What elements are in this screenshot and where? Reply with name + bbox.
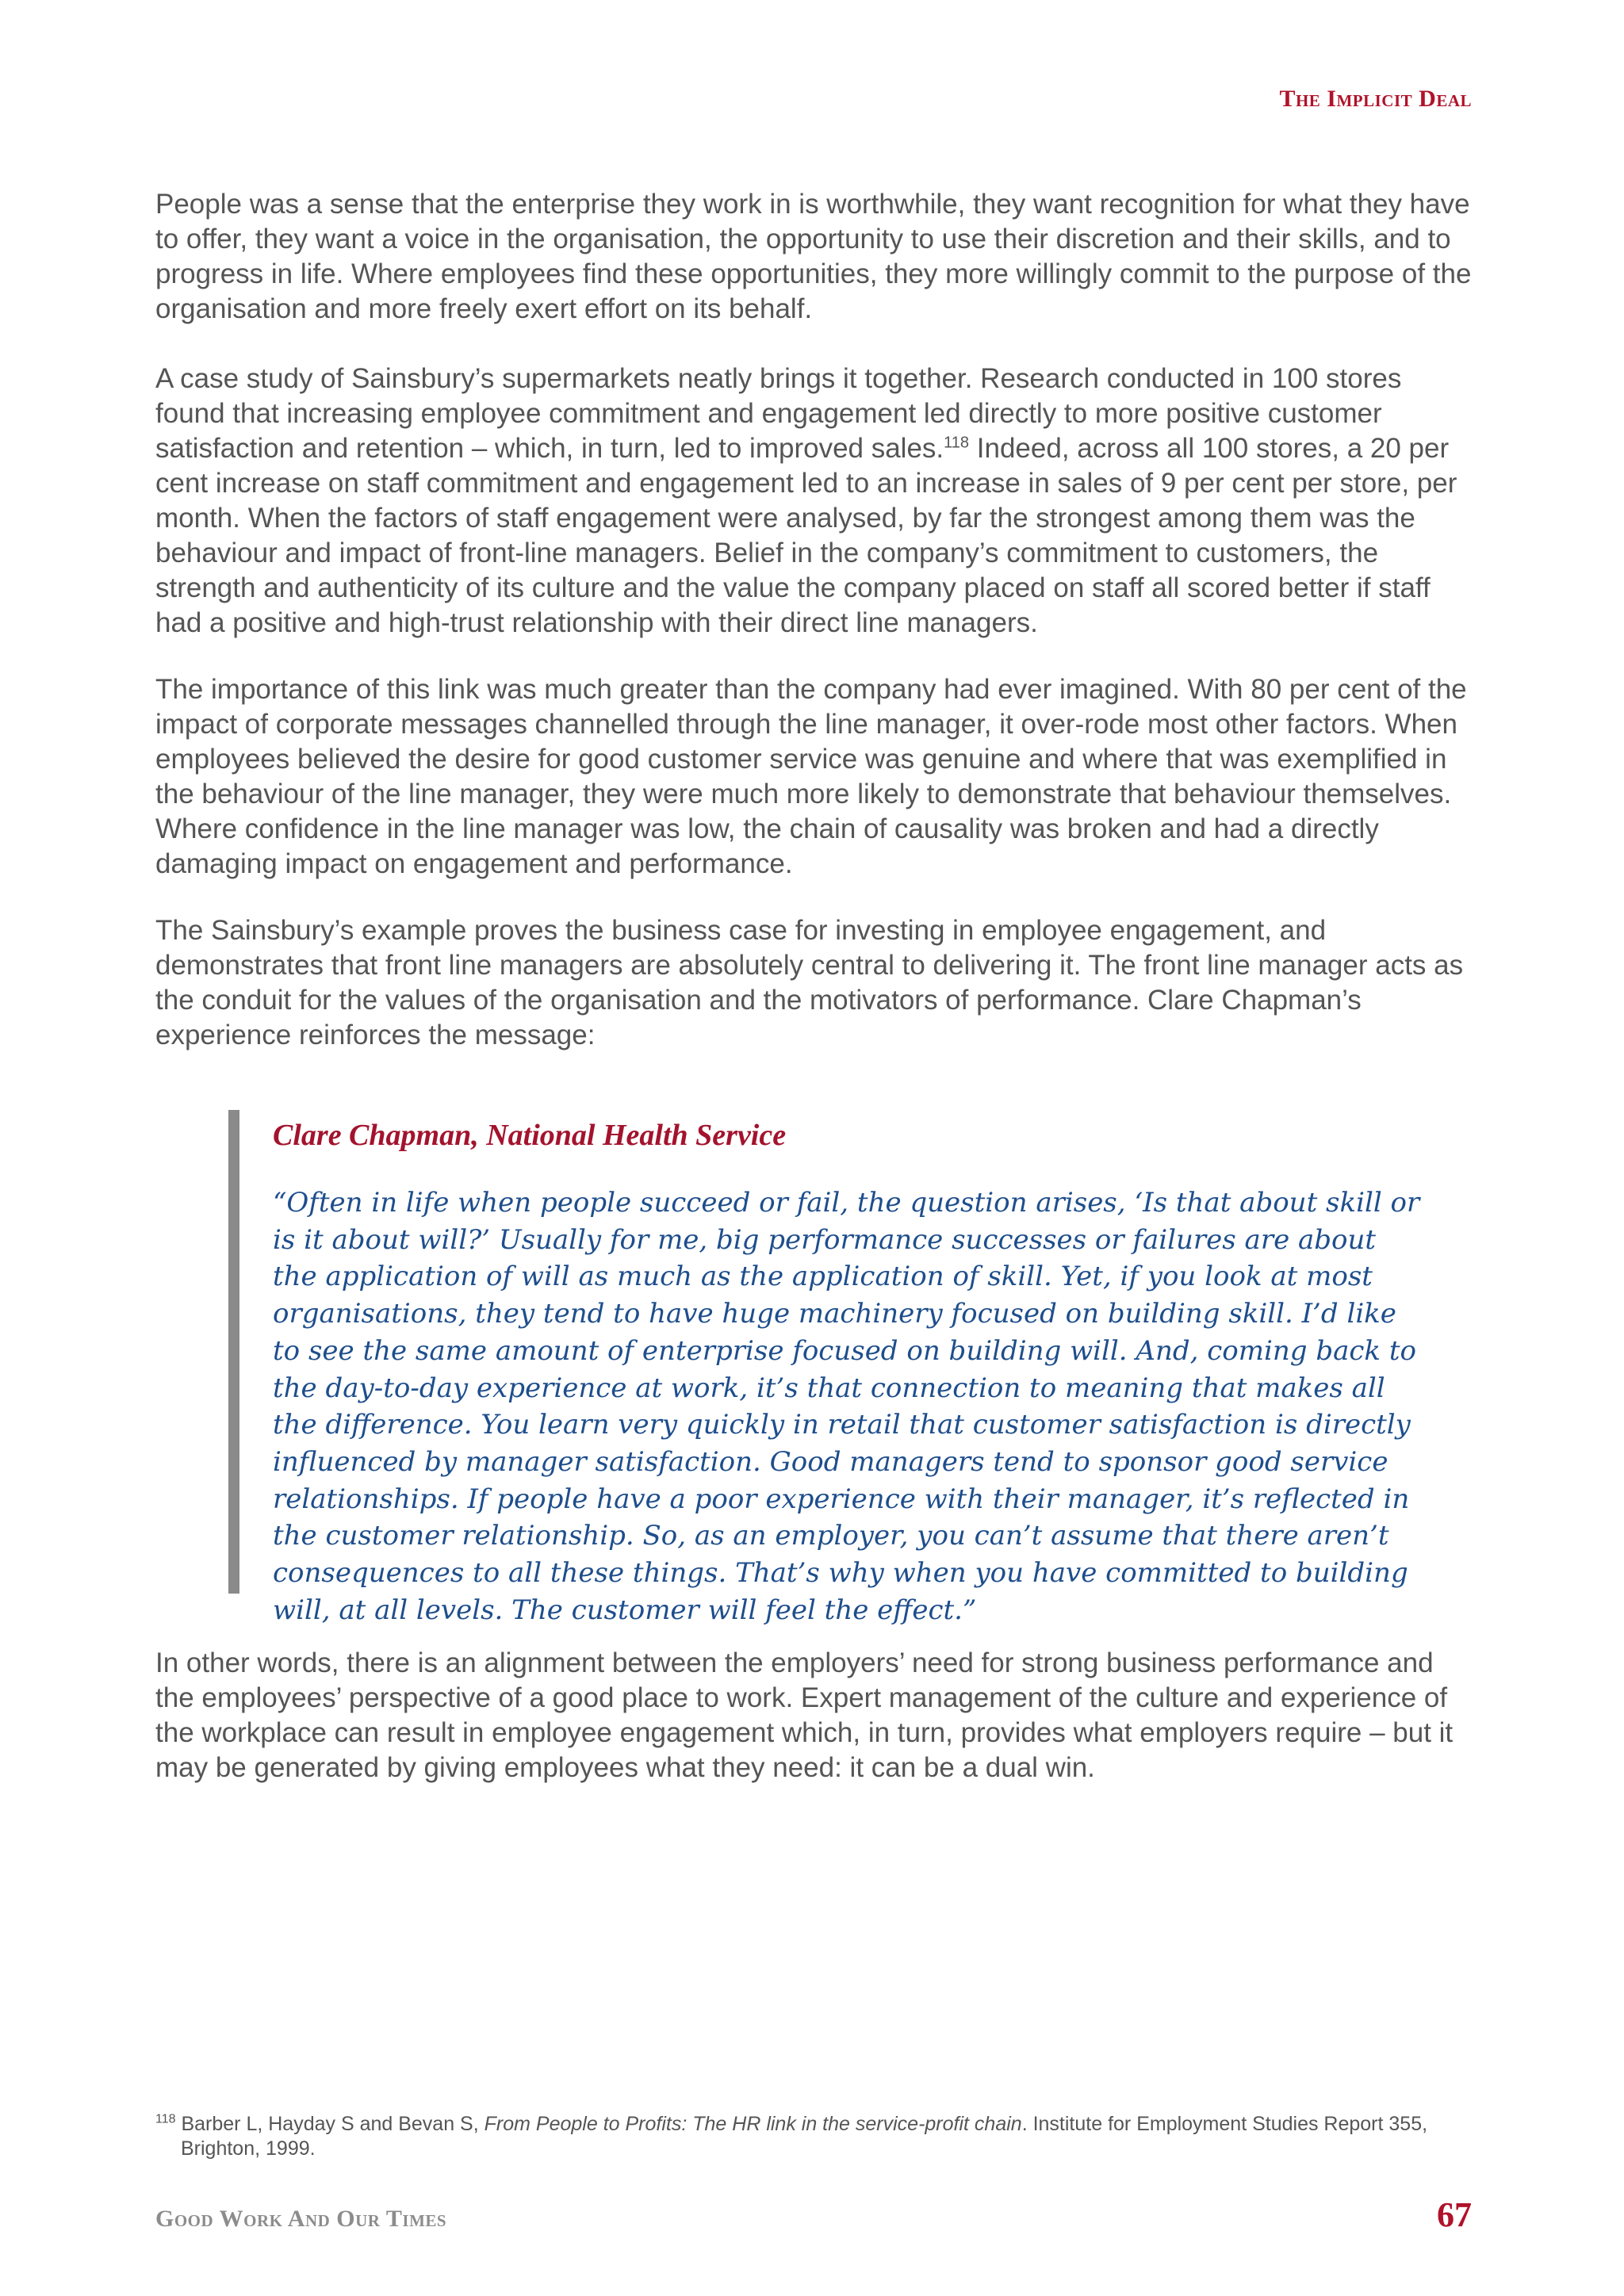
footnote-title: From People to Profits: The HR link in the service-profit chain <box>484 2113 1022 2135</box>
paragraph-1: People was a sense that the enterprise they work in is worthwhile, they want recognition for what they have to offer, they want a voice in the organisation, the opportunity to use their discretion and their skills, and to progress in life. Where employees find these opportunities, they more willingly commit to the purpose of the organisation and more freely exert effort on its behalf. <box>155 189 1472 324</box>
paragraph-2 <box>155 362 1478 641</box>
pull-quote <box>228 1110 1420 1626</box>
paragraph-3: The importance of this link was much greater than the company had ever imagined. With 80 per cent of the impact of corporate messages channelled through the line manager, it over-rode most other factors. When employees believed the desire for good customer service was genuine and where that was exemplified in the behaviour of the line manager, they were much more likely to demonstrate that behaviour themselves. Where confidence in the line manager was low, the chain of causality was broken and had a directly damaging impact on engagement and performance. <box>155 674 1467 879</box>
footer-book-title: Good Work And Our Times <box>155 2206 447 2232</box>
running-header: The Implicit Deal <box>1279 86 1472 112</box>
paragraph-2-part-a: A case study of Sainsbury’s supermarkets neatly brings it together. Research conducted in 100 stores found that increasing employee commitment and engagement led directly to more positive customer satisfaction and retention – which, in turn, led to improved sales. <box>155 363 1402 464</box>
footnote-rest: . Institute for Employment Studies Report 355, Brighton, 1999. <box>181 2113 1428 2160</box>
paragraph-2-part-b: Indeed, across all 100 stores, a 20 per cent increase on staff commitment and engagement led to an increase in sales of 9 per cent per store, per month. When the factors of staff engagement were analysed, by far the strongest among them was the behaviour and impact of front-line managers. Belief in the company’s commitment to customers, the strength and authenticity of its culture and the value the company placed on staff all scored better if staff had a positive and high-trust relationship with their direct line managers. <box>155 433 1457 638</box>
quote-attribution: Clare Chapman, National Health Service <box>273 1119 787 1152</box>
footnote-authors: Barber L, Hayday S and Bevan S, <box>175 2113 485 2135</box>
page-number: 67 <box>1437 2195 1472 2234</box>
paragraph-5: In other words, there is an alignment between the employers’ need for strong business performance and the employees’ perspective of a good place to work. Expert management of the culture and experience of the workplace can result in employee engagement which, in turn, provides what employers require – but it may be generated by giving employees what they need: it can be a dual win. <box>155 1647 1454 1783</box>
quote-text: “Often in life when people succeed or fail, the question arises, ‘Is that about skill or is it about will?’ Usually for me, big performance successes or failures are about the application of will as much as the application of skill. Yet, if you look at most organisations, they tend to have huge machinery focused on building skill. I’d like to see the same amount of enterprise focused on building will. And, coming back to the day-to-day experience at work, it’s that connection to meaning that makes all the difference. You learn very quickly in retail that customer satisfaction is directly influenced by manager satisfaction. Good managers tend to sponsor good service relationships. If people have a poor experience with their manager, it’s reflected in the customer relationship. So, as an employer, you can’t assume that there aren’t consequences to all these things. That’s why when you have committed to building will, at all levels. The customer will feel the effect.” <box>273 1187 1420 1626</box>
paragraph-4: The Sainsbury’s example proves the business case for investing in employee engagement, and demonstrates that front line managers are absolutely central to delivering it. The front line manager acts as the conduit for the values of the organisation and the motivators of performance. Clare Chapman’s experience reinforces the message: <box>155 915 1464 1050</box>
quote-bar <box>228 1110 239 1594</box>
footnote-118 <box>155 2112 1481 2161</box>
footnote-number: 118 <box>155 2112 176 2126</box>
footnote-ref-118[interactable]: 118 <box>944 434 970 452</box>
